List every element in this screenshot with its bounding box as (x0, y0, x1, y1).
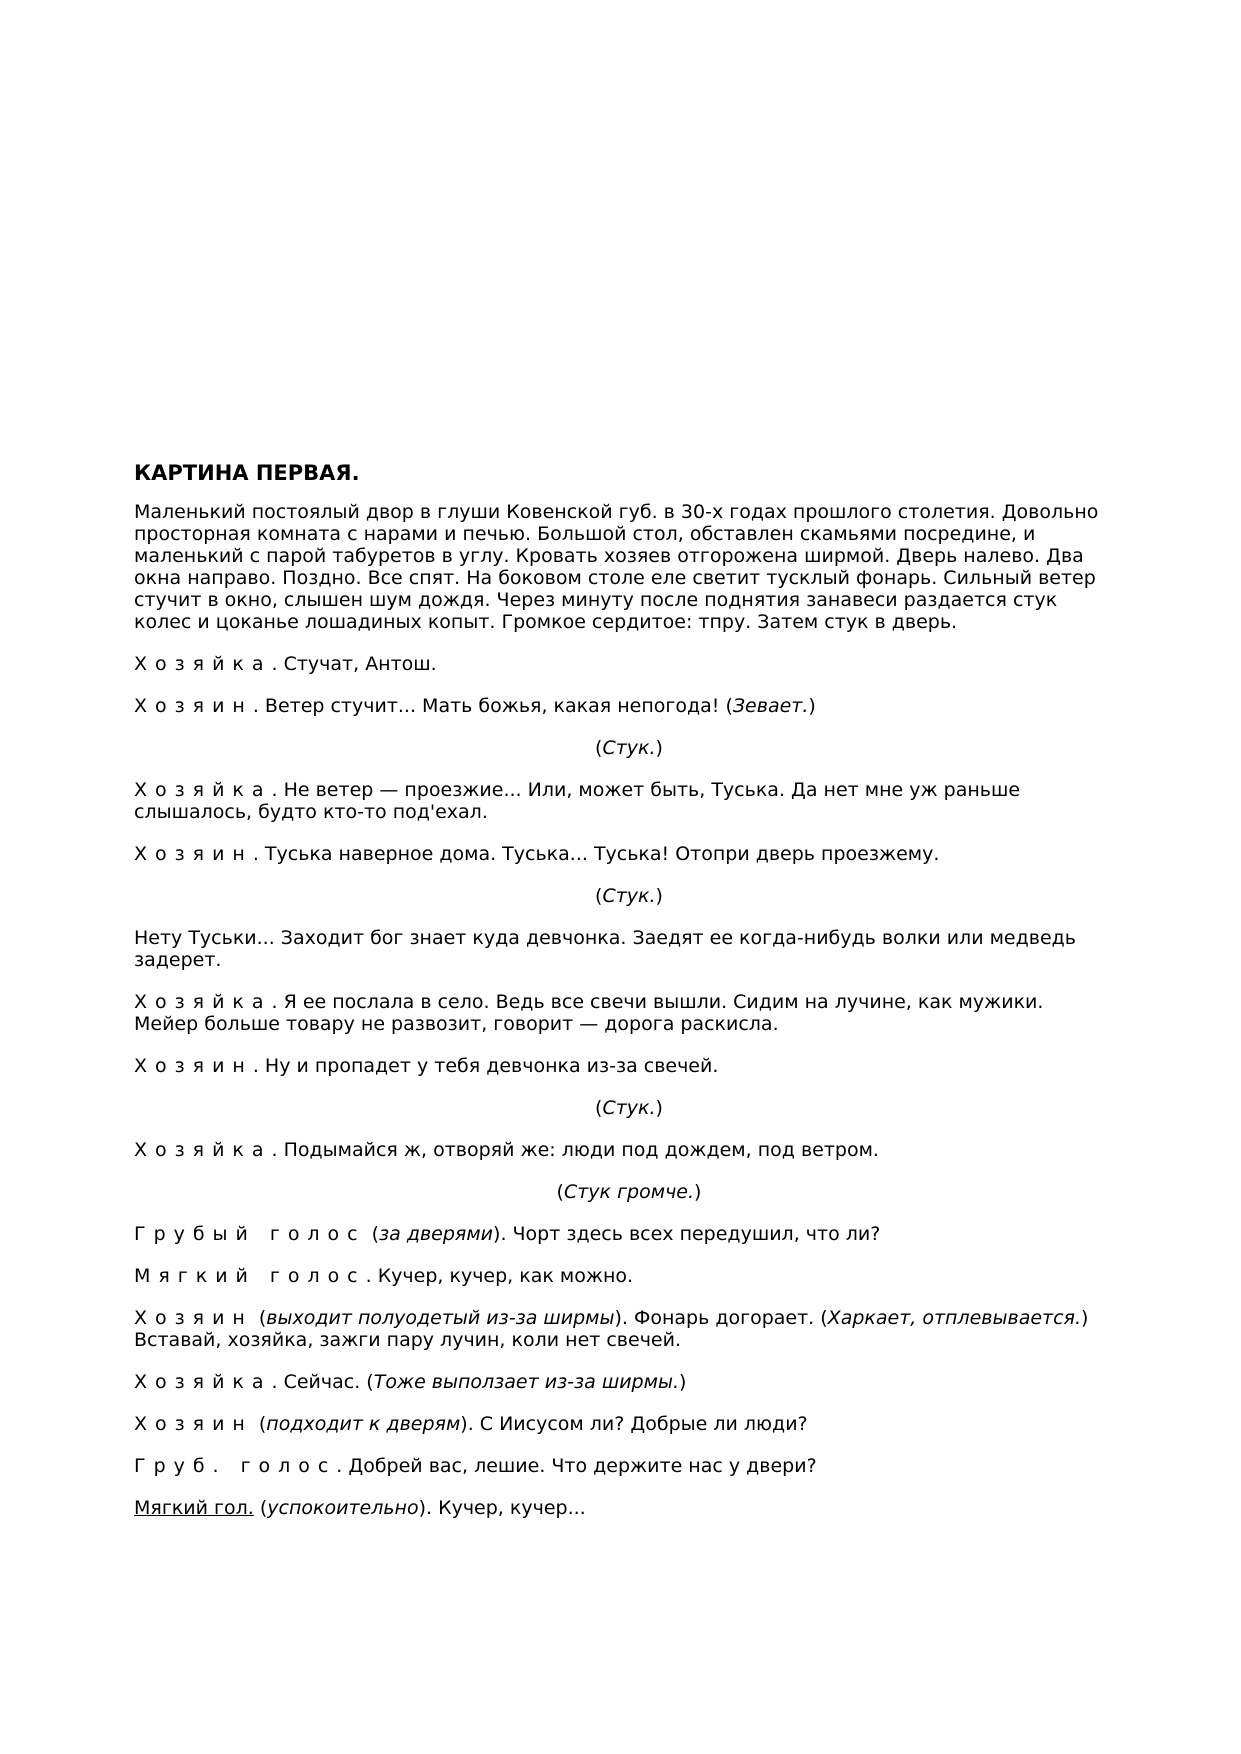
intro-line: стучит в окно, слышен шум дождя. Через минуту после поднятия занавеси раздается стук (134, 589, 1058, 611)
speaker-name: Груб. голос (134, 1455, 337, 1477)
dialogue-line (134, 1455, 1124, 1477)
line-text: слышалось, будто кто-то под'ехал. (134, 801, 488, 823)
paren-close: ) (655, 1097, 663, 1119)
stage-direction: Тоже выползает из-за ширмы. (373, 1371, 679, 1393)
dialogue-line (134, 779, 1124, 823)
stage-direction: Зевает. (732, 695, 809, 717)
dialogue-line (134, 1413, 1124, 1435)
paren-open: ( (595, 1097, 603, 1119)
line-text: Нету Туськи... Заходит бог знает куда девчонка. Заедят ее когда-нибудь волки или медведь (134, 927, 1076, 949)
line-text: . Стучат, Антош. (271, 653, 437, 675)
speaker-name: Мягкий гол. (134, 1497, 254, 1519)
speaker-name: Хозяин (134, 695, 253, 717)
line-text: Вставай, хозяйка, зажги пару лучин, коли нет свечей. (134, 1329, 682, 1351)
document-page (134, 460, 1124, 1539)
stage-directions-intro (134, 501, 1124, 633)
line-text: ). Фонарь догорает. ( (614, 1307, 828, 1329)
stage-direction: успокоительно (267, 1497, 419, 1519)
intro-line: просторная комната с нарами и печью. Большой стол, обставлен скамьями посредине, и (134, 523, 1036, 545)
speaker-name: Хозяйка (134, 779, 272, 801)
paren-close: ) (655, 885, 663, 907)
speaker-name: Хозяйка (134, 1139, 272, 1161)
stage-direction: Харкает, отплевывается. (827, 1307, 1082, 1329)
line-text: ). Кучер, кучер... (418, 1497, 586, 1519)
dialogue-line (134, 991, 1124, 1035)
speaker-name: Хозяйка (134, 991, 272, 1013)
stage-direction-line (134, 885, 1124, 907)
dialogue-line (134, 1307, 1124, 1351)
stage-direction: Стук громче. (563, 1181, 695, 1203)
line-text: ). С Иисусом ли? Добрые ли люди? (460, 1413, 808, 1435)
speaker-name: Хозяин (134, 1307, 253, 1329)
line-text: . Сейчас. ( (271, 1371, 374, 1393)
line-text: задерет. (134, 949, 222, 971)
stage-direction: Стук. (602, 737, 656, 759)
stage-direction: за дверями (379, 1223, 494, 1245)
paren-open: ( (365, 1223, 380, 1245)
stage-direction: выходит полуодетый из-за ширмы (266, 1307, 615, 1329)
dialogue-line (134, 653, 1124, 675)
stage-direction: Стук. (602, 885, 656, 907)
line-text: . Я ее послала в село. Ведь все свечи вышли. Сидим на лучине, как мужики. (271, 991, 1044, 1013)
intro-line: окна направо. Поздно. Все спят. На боковом столе еле светит тусклый фонарь. Сильный ветер (134, 567, 1096, 589)
stage-direction: подходит к дверям (266, 1413, 461, 1435)
speaker-name: Хозяйка (134, 653, 272, 675)
dialogue-line (134, 1055, 1124, 1077)
dialogue-line (134, 843, 1124, 865)
line-text: . Туська наверное дома. Туська... Туська! Отопри дверь проезжему. (252, 843, 940, 865)
stage-direction-line (134, 737, 1124, 759)
line-text: Мейер больше товару не развозит, говорит — дорога раскисла. (134, 1013, 779, 1035)
dialogue-line (134, 1265, 1124, 1287)
stage-direction-line (134, 1097, 1124, 1119)
stage-direction-line (134, 1181, 1124, 1203)
paren-close: ) (808, 695, 816, 717)
intro-line: Маленький постоялый двор в глуши Ковенской губ. в 30-х годах прошлого столетия. Довольно (134, 501, 1099, 523)
scene-title: КАРТИНА ПЕРВАЯ. (134, 461, 360, 485)
paren-open: ( (253, 1497, 268, 1519)
paren-close: ) (679, 1371, 687, 1393)
line-text: . Ветер стучит... Мать божья, какая непогода! ( (252, 695, 733, 717)
dialogue-line (134, 1497, 1124, 1519)
paren-open: ( (252, 1413, 267, 1435)
speaker-name: Хозяйка (134, 1371, 272, 1393)
intro-line: колес и цоканье лошадиных копыт. Громкое сердитое: тпру. Затем стук в дверь. (134, 611, 958, 633)
line-text: . Кучер, кучер, как можно. (365, 1265, 634, 1287)
dialogue-line (134, 695, 1124, 717)
line-text: ). Чорт здесь всех передушил, что ли? (493, 1223, 881, 1245)
line-text: . Ну и пропадет у тебя девчонка из-за свечей. (252, 1055, 719, 1077)
paren-open: ( (595, 737, 603, 759)
dialogue-line (134, 1371, 1124, 1393)
paren-open: ( (595, 885, 603, 907)
speaker-name: Хозяин (134, 1055, 253, 1077)
speaker-name: Мягкий голос (134, 1265, 366, 1287)
dialogue-line (134, 1139, 1124, 1161)
speaker-name: Хозяин (134, 1413, 253, 1435)
intro-line: маленький с парой табуретов в углу. Кровать хозяев отгорожена ширмой. Дверь налево. Два (134, 545, 1084, 567)
paren-close: ) (1081, 1307, 1089, 1329)
paren-close: ) (694, 1181, 702, 1203)
dialogue-line (134, 1223, 1124, 1245)
dialogue-line (134, 927, 1124, 971)
stage-direction: Стук. (602, 1097, 656, 1119)
line-text: . Подымайся ж, отворяй же: люди под дождем, под ветром. (271, 1139, 879, 1161)
speaker-name: Грубый голос (134, 1223, 366, 1245)
paren-open: ( (252, 1307, 267, 1329)
paren-close: ) (655, 737, 663, 759)
line-text: . Добрей вас, лешие. Что держите нас у двери? (336, 1455, 817, 1477)
line-text: . Не ветер — проезжие... Или, может быть, Туська. Да нет мне уж раньше (271, 779, 1021, 801)
speaker-name: Хозяин (134, 843, 253, 865)
paren-open: ( (556, 1181, 564, 1203)
